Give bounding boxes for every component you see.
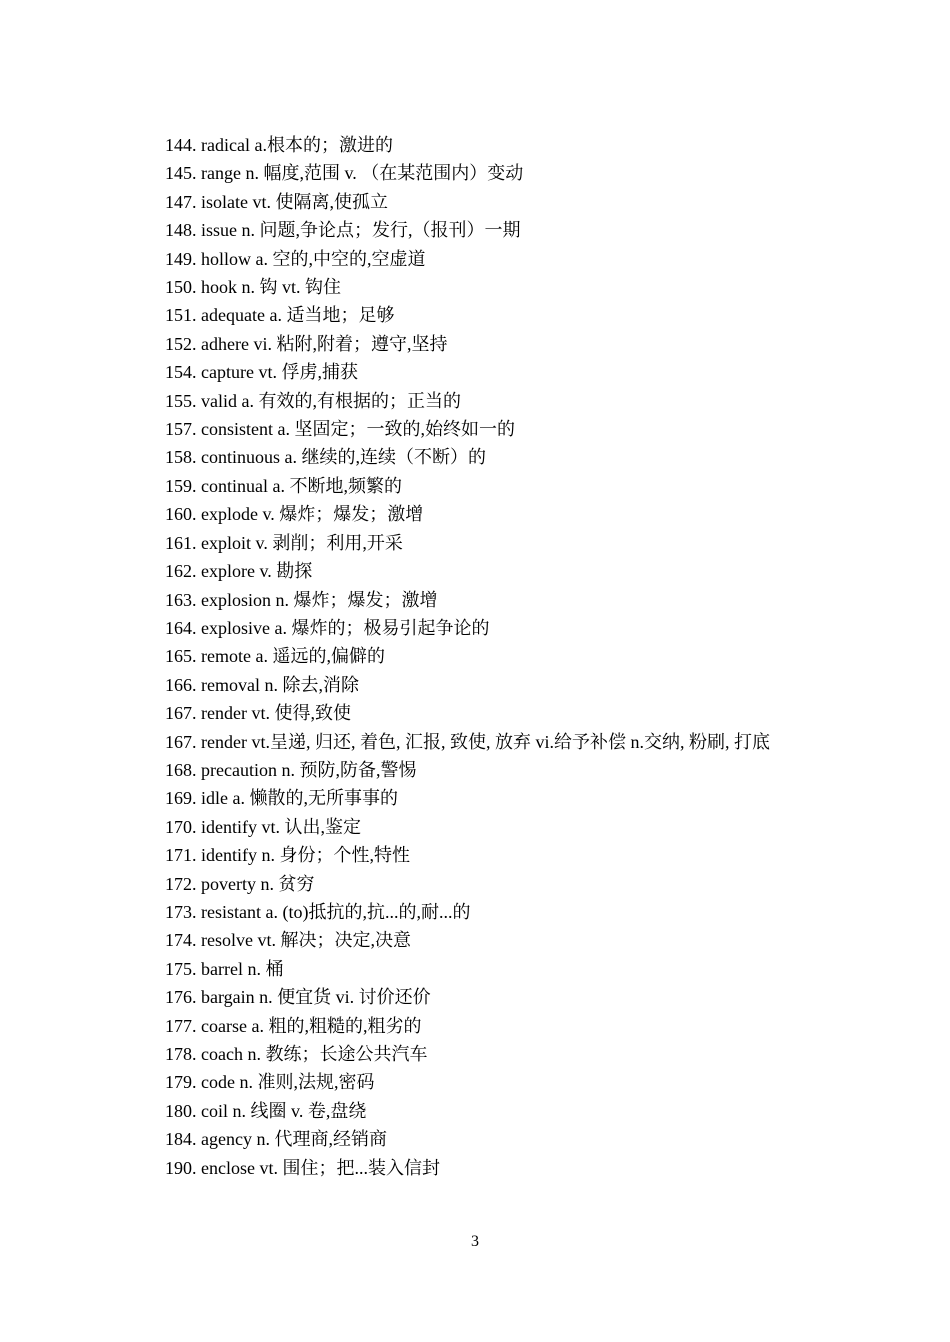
- vocabulary-entry: 178. coach n. 教练；长途公共汽车: [165, 1044, 428, 1064]
- vocabulary-entry: 170. identify vt. 认出,鉴定: [165, 816, 361, 837]
- vocabulary-entry: 175. barrel n. 桶: [165, 958, 284, 979]
- vocabulary-entry: 174. resolve vt. 解决；决定,决意: [165, 930, 411, 951]
- vocabulary-entry: 167. render vt. 使得,致使: [165, 703, 351, 724]
- vocabulary-entry: 158. continuous a. 继续的,连续（不断）的: [165, 447, 486, 468]
- vocabulary-entry: 176. bargain n. 便宜货 vi. 讨价还价: [165, 987, 431, 1008]
- vocabulary-entry: 173. resistant a. (to)抵抗的,抗...的,耐...的: [165, 901, 471, 922]
- page-number: 3: [471, 1233, 479, 1250]
- vocabulary-entry: 190. enclose vt. 围住；把...装入信封: [165, 1157, 440, 1178]
- vocabulary-entry: 166. removal n. 除去,消除: [165, 674, 359, 695]
- vocabulary-entry: 167. render vt.呈递, 归还, 着色, 汇报, 致使, 放弃 vi.给予补偿 n.交纳, 粉刷, 打底: [165, 731, 770, 752]
- vocabulary-entry: 144. radical a.根本的；激进的: [165, 135, 393, 155]
- vocabulary-entry: 147. isolate vt. 使隔离,使孤立: [165, 191, 388, 212]
- vocabulary-entry: 184. agency n. 代理商,经销商: [165, 1129, 387, 1150]
- vocabulary-entry: 168. precaution n. 预防,防备,警惕: [165, 759, 417, 780]
- vocabulary-list: [165, 131, 790, 1182]
- vocabulary-entry: 180. coil n. 线圈 v. 卷,盘绕: [165, 1100, 367, 1121]
- vocabulary-entry: 157. consistent a. 坚固定；一致的,始终如一的: [165, 419, 515, 440]
- vocabulary-entry: 179. code n. 准则,法规,密码: [165, 1072, 375, 1093]
- vocabulary-entry: 150. hook n. 钩 vt. 钩住: [165, 277, 342, 298]
- vocabulary-entry: 160. explode v. 爆炸；爆发；激增: [165, 504, 424, 525]
- vocabulary-entry: 152. adhere vi. 粘附,附着；遵守,坚持: [165, 333, 448, 354]
- vocabulary-entry: 162. explore v. 勘探: [165, 561, 313, 582]
- vocabulary-entry: 154. capture vt. 俘虏,捕获: [165, 362, 358, 383]
- vocabulary-entry: 163. explosion n. 爆炸；爆发；激增: [165, 589, 438, 610]
- vocabulary-entry: 155. valid a. 有效的,有根据的；正当的: [165, 390, 461, 411]
- vocabulary-entry: 177. coarse a. 粗的,粗糙的,粗劣的: [165, 1015, 422, 1036]
- vocabulary-entry: 145. range n. 幅度,范围 v. （在某范围内）变动: [165, 163, 524, 184]
- vocabulary-entry: 169. idle a. 懒散的,无所事事的: [165, 788, 398, 809]
- vocabulary-entry: 149. hollow a. 空的,中空的,空虚道: [165, 248, 426, 269]
- vocabulary-entry: 151. adequate a. 适当地；足够: [165, 305, 395, 326]
- vocabulary-entry: 165. remote a. 遥远的,偏僻的: [165, 646, 385, 667]
- vocabulary-entry: 171. identify n. 身份；个性,特性: [165, 845, 410, 866]
- vocabulary-entry: 161. exploit v. 剥削；利用,开采: [165, 532, 403, 553]
- vocabulary-entry: 172. poverty n. 贫穷: [165, 873, 315, 894]
- vocabulary-entry: 159. continual a. 不断地,频繁的: [165, 475, 402, 496]
- vocabulary-entry: 164. explosive a. 爆炸的；极易引起争论的: [165, 617, 490, 638]
- vocabulary-entry: 148. issue n. 问题,争论点；发行,（报刊）一期: [165, 220, 521, 241]
